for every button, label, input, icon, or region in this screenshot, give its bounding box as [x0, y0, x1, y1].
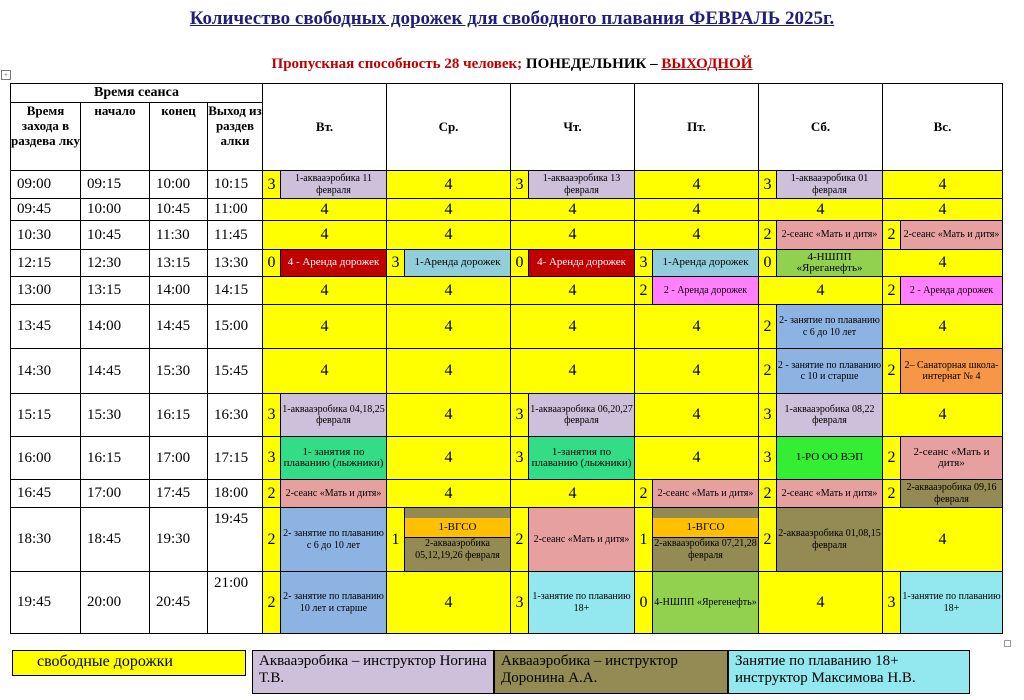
- free-lanes-fri: 4: [635, 305, 759, 349]
- legend-free-lanes: свободные дорожки: [12, 650, 246, 676]
- start-time: 10:00: [81, 199, 150, 221]
- free-lanes-sat: 3: [759, 171, 777, 199]
- start-time: 13:15: [81, 277, 150, 305]
- event-sat: 1-аквааэробика 08,22 февраля: [777, 394, 883, 437]
- exit-time: 15:00: [208, 305, 263, 349]
- free-lanes-sat: 3: [759, 437, 777, 480]
- free-lanes-fri: 4: [635, 171, 759, 199]
- col-header-start: начало: [81, 103, 150, 171]
- free-lanes-sun: 3: [883, 572, 901, 634]
- table-row: [11, 394, 1003, 437]
- col-header-end: конец: [150, 103, 208, 171]
- event-sat: 4-НШПП «Яреганефть»: [777, 250, 883, 277]
- exit-time: 11:00: [208, 199, 263, 221]
- day-header-tue: Вт.: [263, 84, 387, 171]
- free-lanes-sun: 2: [883, 437, 901, 480]
- free-lanes-wed: 4: [387, 305, 511, 349]
- monday-text: ПОНЕДЕЛЬНИК –: [525, 56, 658, 72]
- event-tue: 1-аквааэробика 11 февраля: [281, 171, 387, 199]
- enter-time: 12:15: [11, 250, 81, 277]
- free-lanes-wed: 4: [387, 277, 511, 305]
- start-time: 17:00: [81, 480, 150, 508]
- page-subtitle: [0, 56, 1024, 73]
- day-off-text: ВЫХОДНОЙ: [661, 56, 753, 72]
- start-time: 14:45: [81, 349, 150, 394]
- free-lanes-wed: 1: [387, 508, 405, 572]
- session-time-header: Время сеанса: [11, 84, 263, 103]
- event-sun: 2-сеанс «Мать и дитя»: [901, 437, 1003, 480]
- free-lanes-sat: 2: [759, 305, 777, 349]
- event-fri: 2-сеанс «Мать и дитя»: [653, 480, 759, 508]
- exit-time: 15:45: [208, 349, 263, 394]
- start-time: 15:30: [81, 394, 150, 437]
- schedule-table: [10, 83, 1003, 634]
- free-lanes-tue: 3: [263, 394, 281, 437]
- free-lanes-sat: 2: [759, 508, 777, 572]
- free-lanes-fri: 0: [635, 572, 653, 634]
- enter-time: 14:30: [11, 349, 81, 394]
- event-sun: 2-аквааэробика 09,16 февраля: [901, 480, 1003, 508]
- enter-time: 19:45: [11, 572, 81, 634]
- table-row: [11, 221, 1003, 250]
- table-row: [11, 305, 1003, 349]
- enter-time: 18:30: [11, 508, 81, 572]
- free-lanes-fri: 4: [635, 349, 759, 394]
- event-thu: 1-аквааэробика 06,20,27 февраля: [529, 394, 635, 437]
- exit-time: 10:15: [208, 171, 263, 199]
- end-time: 13:15: [150, 250, 208, 277]
- free-lanes-sat: 2: [759, 349, 777, 394]
- start-time: 12:30: [81, 250, 150, 277]
- free-lanes-wed: 4: [387, 572, 511, 634]
- col-header-enter: Время захода в раздева лку: [11, 103, 81, 171]
- enter-time: 16:00: [11, 437, 81, 480]
- free-lanes-fri: 1: [635, 508, 653, 572]
- free-lanes-tue: 4: [263, 221, 387, 250]
- event-top-fri: 1-ВГСО: [653, 518, 758, 538]
- free-lanes-fri: 2: [635, 277, 653, 305]
- free-lanes-thu: 0: [511, 250, 529, 277]
- table-row: [11, 250, 1003, 277]
- free-lanes-sat: 2: [759, 480, 777, 508]
- event-thu: 1-занятие по плаванию 18+: [529, 572, 635, 634]
- event-wed: 1-Аренда дорожек: [405, 250, 511, 277]
- table-row: [11, 572, 1003, 634]
- event-sun: 1-занятие по плаванию 18+: [901, 572, 1003, 634]
- end-time: 11:30: [150, 221, 208, 250]
- end-time: 10:00: [150, 171, 208, 199]
- free-lanes-wed: 4: [387, 199, 511, 221]
- end-time: 10:45: [150, 199, 208, 221]
- exit-time: 21:00: [208, 572, 263, 634]
- page-title: Количество свободных дорожек для свободного плавания ФЕВРАЛЬ 2025г.: [189, 8, 835, 29]
- event-sat: 2- занятие по плаванию с 6 до 10 лет: [777, 305, 883, 349]
- free-lanes-wed: 4: [387, 437, 511, 480]
- event-bottom-fri: 2-аквааэробика 07,21,28 февраля: [654, 538, 757, 561]
- enter-time: 09:45: [11, 199, 81, 221]
- free-lanes-sat: 3: [759, 394, 777, 437]
- free-lanes-sun: 4: [883, 250, 1003, 277]
- free-lanes-thu: 3: [511, 437, 529, 480]
- end-time: 17:45: [150, 480, 208, 508]
- start-time: 10:45: [81, 221, 150, 250]
- exit-time: 13:30: [208, 250, 263, 277]
- col-header-exit: Выход из раздев алки: [208, 103, 263, 171]
- free-lanes-thu: 4: [511, 480, 635, 508]
- free-lanes-tue: 0: [263, 250, 281, 277]
- day-header-thu: Чт.: [511, 84, 635, 171]
- free-lanes-thu: 2: [511, 508, 529, 572]
- free-lanes-fri: 4: [635, 221, 759, 250]
- day-header-fri: Пт.: [635, 84, 759, 171]
- event-sun: 2-сеанс «Мать и дитя»: [901, 221, 1003, 250]
- event-sat: 2-сеанс «Мать и дитя»: [777, 221, 883, 250]
- event-wed: [405, 508, 511, 572]
- free-lanes-fri: 3: [635, 250, 653, 277]
- exit-time: 19:45: [208, 508, 263, 572]
- free-lanes-thu: 4: [511, 277, 635, 305]
- event-tue: 2- занятие по плаванию 10 лет и старше: [281, 572, 387, 634]
- free-lanes-wed: 4: [387, 349, 511, 394]
- event-tue: 2-сеанс «Мать и дитя»: [281, 480, 387, 508]
- day-header-sat: Сб.: [759, 84, 883, 171]
- table-row: [11, 508, 1003, 572]
- exit-time: 17:15: [208, 437, 263, 480]
- free-lanes-tue: 4: [263, 349, 387, 394]
- start-time: 14:00: [81, 305, 150, 349]
- end-time: 17:00: [150, 437, 208, 480]
- event-fri: [653, 508, 759, 572]
- table-row: [11, 437, 1003, 480]
- event-top-wed: 1-ВГСО: [405, 518, 510, 538]
- enter-time: 13:00: [11, 277, 81, 305]
- event-bottom-wed: 2-аквааэробика 05,12,19,26 февраля: [405, 538, 510, 562]
- start-time: 16:15: [81, 437, 150, 480]
- legend-aqua-doronina: Аквааэробика – инструктор Доронина А.А.: [494, 650, 728, 694]
- free-lanes-tue: 4: [263, 199, 387, 221]
- enter-time: 09:00: [11, 171, 81, 199]
- event-sat: 2-аквааэробика 01,08,15 февраля: [777, 508, 883, 572]
- event-tue: 1- занятия по плаванию (лыжники): [281, 437, 387, 480]
- free-lanes-sun: 4: [883, 199, 1003, 221]
- free-lanes-thu: 4: [511, 199, 635, 221]
- free-lanes-sun: 2: [883, 349, 901, 394]
- capacity-text: Пропускная способность 28 человек;: [271, 56, 523, 72]
- free-lanes-sat: 0: [759, 250, 777, 277]
- free-lanes-thu: 4: [511, 349, 635, 394]
- table-row: [11, 349, 1003, 394]
- free-lanes-fri: 4: [635, 199, 759, 221]
- free-lanes-fri: 4: [635, 437, 759, 480]
- event-tue: 4 - Аренда дорожек: [281, 250, 387, 277]
- free-lanes-sat: 4: [759, 277, 883, 305]
- free-lanes-tue: 2: [263, 572, 281, 634]
- free-lanes-wed: 4: [387, 171, 511, 199]
- enter-time: 13:45: [11, 305, 81, 349]
- table-row: [11, 480, 1003, 508]
- start-time: 18:45: [81, 508, 150, 572]
- free-lanes-thu: 4: [511, 305, 635, 349]
- end-time: 14:00: [150, 277, 208, 305]
- event-tue: 2- занятие по плаванию с 6 до 10 лет: [281, 508, 387, 572]
- exit-time: 14:15: [208, 277, 263, 305]
- free-lanes-thu: 4: [511, 221, 635, 250]
- day-header-wed: Ср.: [387, 84, 511, 171]
- free-lanes-wed: 4: [387, 480, 511, 508]
- event-thu: 4- Аренда дорожек: [529, 250, 635, 277]
- table-row: [11, 199, 1003, 221]
- free-lanes-sun: 4: [883, 171, 1003, 199]
- legend-swim-18plus: Занятие по плаванию 18+ инструктор Максимова Н.В.: [728, 650, 970, 694]
- end-time: 19:30: [150, 508, 208, 572]
- enter-time: 16:45: [11, 480, 81, 508]
- free-lanes-sun: 4: [883, 305, 1003, 349]
- event-sat: 2 - занятие по плаванию с 10 и старше: [777, 349, 883, 394]
- free-lanes-thu: 3: [511, 572, 529, 634]
- event-sun: 2– Санаторная школа-интернат № 4: [901, 349, 1003, 394]
- free-lanes-tue: 3: [263, 171, 281, 199]
- enter-time: 15:15: [11, 394, 81, 437]
- free-lanes-sat: 4: [759, 199, 883, 221]
- end-time: 14:45: [150, 305, 208, 349]
- exit-time: 11:45: [208, 221, 263, 250]
- table-row: [11, 277, 1003, 305]
- free-lanes-tue: 2: [263, 480, 281, 508]
- event-sat: 1-аквааэробика 01 февраля: [777, 171, 883, 199]
- event-fri: 4-НШПП «Ярегенефть»: [653, 572, 759, 634]
- free-lanes-thu: 3: [511, 394, 529, 437]
- free-lanes-sun: 2: [883, 480, 901, 508]
- free-lanes-sat: 2: [759, 221, 777, 250]
- event-fri: 1-Аренда дорожек: [653, 250, 759, 277]
- event-thu: 1-аквааэробика 13 февраля: [529, 171, 635, 199]
- table-row: [11, 171, 1003, 199]
- free-lanes-sat: 4: [759, 572, 883, 634]
- event-sat: 1-РО ОО ВЭП: [777, 437, 883, 480]
- free-lanes-sun: 2: [883, 221, 901, 250]
- event-thu: 2-сеанс «Мать и дитя»: [529, 508, 635, 572]
- table-move-handle-icon[interactable]: +: [1, 70, 11, 80]
- free-lanes-wed: 3: [387, 250, 405, 277]
- event-sat: 2-сеанс «Мать и дитя»: [777, 480, 883, 508]
- free-lanes-sun: 4: [883, 508, 1003, 572]
- free-lanes-wed: 4: [387, 394, 511, 437]
- event-thu: 1-занятия по плаванию (лыжники): [529, 437, 635, 480]
- free-lanes-wed: 4: [387, 221, 511, 250]
- free-lanes-fri: 4: [635, 394, 759, 437]
- event-sun: 2 - Аренда дорожек: [901, 277, 1003, 305]
- exit-time: 16:30: [208, 394, 263, 437]
- free-lanes-thu: 3: [511, 171, 529, 199]
- exit-time: 18:00: [208, 480, 263, 508]
- legend-aqua-nogina: Аквааэробика – инструктор Ногина Т.В.: [252, 650, 494, 694]
- table-resize-handle-icon[interactable]: [1004, 640, 1011, 647]
- day-header-sun: Вс.: [883, 84, 1003, 171]
- free-lanes-tue: 4: [263, 305, 387, 349]
- event-tue: 1-аквааэробика 04,18,25 февраля: [281, 394, 387, 437]
- start-time: 09:15: [81, 171, 150, 199]
- free-lanes-tue: 3: [263, 437, 281, 480]
- start-time: 20:00: [81, 572, 150, 634]
- free-lanes-sun: 4: [883, 394, 1003, 437]
- free-lanes-fri: 2: [635, 480, 653, 508]
- enter-time: 10:30: [11, 221, 81, 250]
- free-lanes-tue: 2: [263, 508, 281, 572]
- end-time: 16:15: [150, 394, 208, 437]
- end-time: 20:45: [150, 572, 208, 634]
- end-time: 15:30: [150, 349, 208, 394]
- free-lanes-tue: 4: [263, 277, 387, 305]
- free-lanes-sun: 2: [883, 277, 901, 305]
- event-fri: 2 - Аренда дорожек: [653, 277, 759, 305]
